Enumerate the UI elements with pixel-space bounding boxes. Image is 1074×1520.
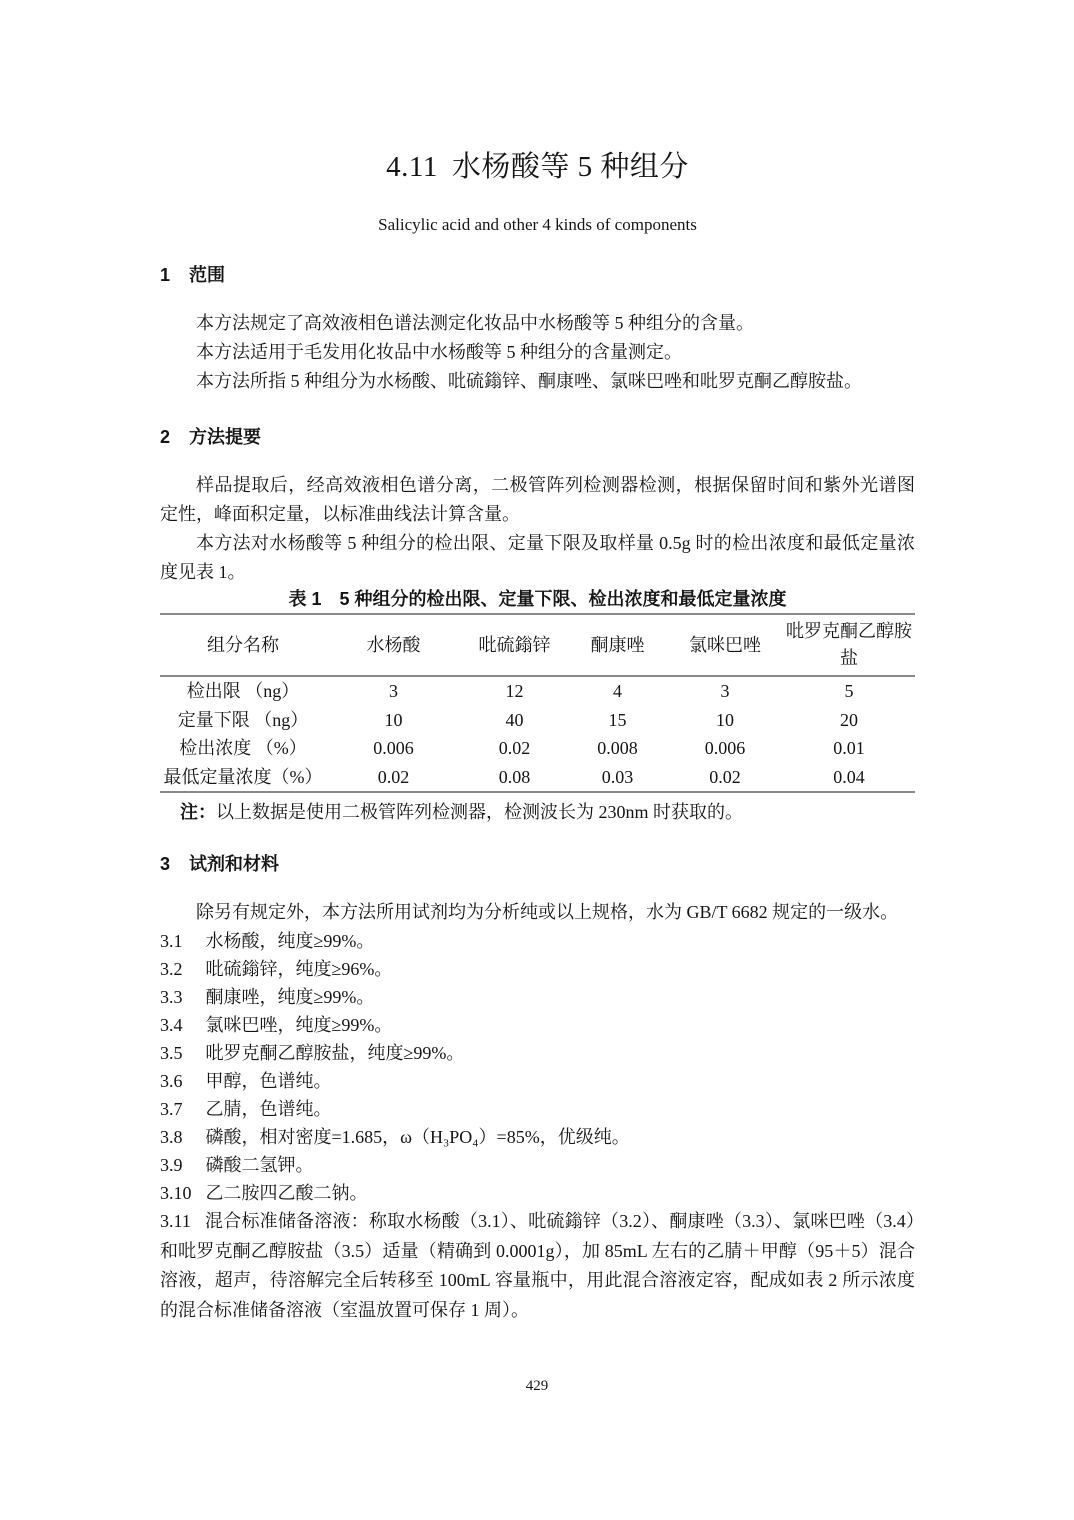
table-1-note	[160, 798, 915, 826]
item-text: 磷酸，相对密度=1.685，ω（H₃PO₄）=85%，优级纯。	[205, 1127, 630, 1147]
row-label: 检出浓度 （%）	[179, 738, 307, 758]
cell-value: 0.02	[498, 738, 531, 758]
item-text: 水杨酸，纯度≥99%。	[205, 931, 375, 951]
item-text: 吡硫鎓锌，纯度≥96%。	[205, 959, 393, 979]
section-3-title: 试剂和材料	[189, 854, 280, 874]
cell-value: 5	[844, 681, 854, 701]
reagent-item	[160, 983, 915, 1011]
cell-value: 0.04	[833, 766, 865, 787]
page-title	[160, 148, 915, 186]
section-3-heading	[160, 852, 915, 876]
table-header-row	[160, 614, 915, 676]
section-2-paragraph: 本方法对水杨酸等 5 种组分的检出限、定量下限及取样量 0.5g 时的检出浓度和最低定量浓度见表 1。	[160, 533, 915, 582]
cell-value: 0.008	[597, 738, 638, 758]
item-text: 乙腈，色谱纯。	[205, 1099, 332, 1119]
cell-value: 40	[505, 709, 524, 730]
table-row	[160, 676, 915, 706]
column-header: 组分名称	[207, 634, 279, 655]
item-number: 3.2	[160, 959, 183, 979]
cell-value: 3	[389, 681, 398, 701]
table-row	[160, 763, 915, 793]
cell-value: 12	[505, 681, 524, 701]
item-number: 3.1	[160, 931, 183, 951]
cell-value: 0.006	[373, 738, 414, 758]
reagent-item	[160, 955, 915, 983]
column-header: 吡硫鎓锌	[478, 634, 551, 655]
item-text: 酮康唑，纯度≥99%。	[205, 987, 375, 1007]
column-header: 吡罗克酮乙醇胺盐	[786, 621, 912, 668]
item-text: 磷酸二氢钾。	[205, 1155, 314, 1175]
column-header: 水杨酸	[366, 634, 421, 655]
cell-value: 0.01	[833, 738, 865, 758]
cell-value: 0.08	[498, 766, 531, 787]
reagent-item	[160, 1179, 915, 1207]
section-2-heading	[160, 425, 915, 449]
cell-value: 0.02	[709, 766, 741, 787]
section-1-paragraph: 本方法适用于毛发用化妆品中水杨酸等 5 种组分的含量测定。	[196, 342, 682, 362]
section-3-intro: 除另有规定外，本方法所用试剂均为分析纯或以上规格，水为 GB/T 6682 规定的一级水。	[196, 902, 899, 922]
section-number-title: 4.11	[386, 151, 438, 183]
section-1-paragraph: 本方法所指 5 种组分为水杨酸、吡硫鎓锌、酮康唑、氯咪巴唑和吡罗克酮乙醇胺盐。	[196, 371, 862, 391]
cell-value: 10	[384, 709, 403, 730]
row-label: 定量下限 （ng）	[177, 709, 309, 730]
cell-value: 0.02	[377, 766, 410, 787]
item-number: 3.4	[160, 1015, 183, 1035]
section-1-heading	[160, 263, 915, 287]
page-number: 429	[525, 1378, 549, 1394]
item-number: 3.8	[160, 1127, 183, 1147]
item-text: 氯咪巴唑，纯度≥99%。	[205, 1015, 393, 1035]
reagent-item	[160, 1067, 915, 1095]
reagent-item	[160, 1095, 915, 1123]
column-header: 酮康唑	[590, 634, 645, 655]
reagent-item-3-11	[160, 1207, 915, 1325]
cell-value: 20	[840, 709, 858, 730]
item-text: 乙二胺四乙酸二钠。	[205, 1183, 368, 1203]
page-title-text: 水杨酸等 5 种组分	[451, 151, 689, 183]
cell-value: 10	[716, 709, 734, 730]
item-number: 3.5	[160, 1043, 183, 1063]
section-2-title: 方法提要	[189, 427, 262, 447]
section-1-paragraph: 本方法规定了高效液相色谱法测定化妆品中水杨酸等 5 种组分的含量。	[196, 313, 754, 333]
page-subtitle-en: Salicylic acid and other 4 kinds of components	[378, 215, 697, 234]
item-number: 3.10	[160, 1183, 192, 1203]
reagent-item	[160, 1011, 915, 1039]
section-1-title: 范围	[189, 265, 226, 285]
section-2-number: 2	[160, 427, 171, 447]
reagent-item	[160, 927, 915, 955]
item-number: 3.7	[160, 1099, 183, 1119]
row-label: 最低定量浓度（%）	[163, 766, 323, 787]
item-number: 3.9	[160, 1155, 183, 1175]
row-label: 检出限 （ng）	[186, 681, 300, 701]
reagent-item	[160, 1039, 915, 1067]
item-number: 3.6	[160, 1071, 183, 1091]
section-2-paragraph: 样品提取后，经高效液相色谱分离，二极管阵列检测器检测，根据保留时间和紫外光谱图定性，峰面积定量，以标准曲线法计算含量。	[160, 475, 915, 524]
item-text: 混合标准储备溶液：称取水杨酸（3.1）、吡硫鎓锌（3.2）、酮康唑（3.3）、氯咪巴唑（3.4）和吡罗克酮乙醇胺盐（3.5）适量（精确到 0.0001g），加 85mL 左右的乙腈＋甲醇（95＋5）混合溶液，超声，待溶解完全后转移至 100mL 容量瓶中，用此混合溶液定容，配成如表 2 所示浓度的混合标准储备溶液（室温放置可保存 1 周）。	[160, 1211, 915, 1320]
cell-value: 3	[720, 681, 730, 701]
item-text: 吡罗克酮乙醇胺盐，纯度≥99%。	[205, 1043, 465, 1063]
column-header: 氯咪巴唑	[689, 634, 761, 655]
cell-value: 0.03	[601, 766, 634, 787]
table-1-caption: 表 1 5 种组分的检出限、定量下限、检出浓度和最低定量浓度	[288, 589, 787, 609]
cell-value: 15	[608, 709, 627, 730]
table-row	[160, 706, 915, 735]
table-row	[160, 734, 915, 763]
note-text: 以上数据是使用二极管阵列检测器，检测波长为 230nm 时获取的。	[216, 802, 743, 822]
reagent-item	[160, 1123, 915, 1151]
note-label: 注：	[180, 802, 216, 822]
item-number: 3.11	[160, 1211, 191, 1231]
cell-value: 4	[613, 681, 622, 701]
section-3-number: 3	[160, 854, 171, 874]
reagent-item	[160, 1151, 915, 1179]
section-1-number: 1	[160, 265, 171, 285]
table-1	[160, 613, 915, 793]
item-number: 3.3	[160, 987, 183, 1007]
cell-value: 0.006	[704, 738, 746, 758]
item-text: 甲醇，色谱纯。	[205, 1071, 332, 1091]
